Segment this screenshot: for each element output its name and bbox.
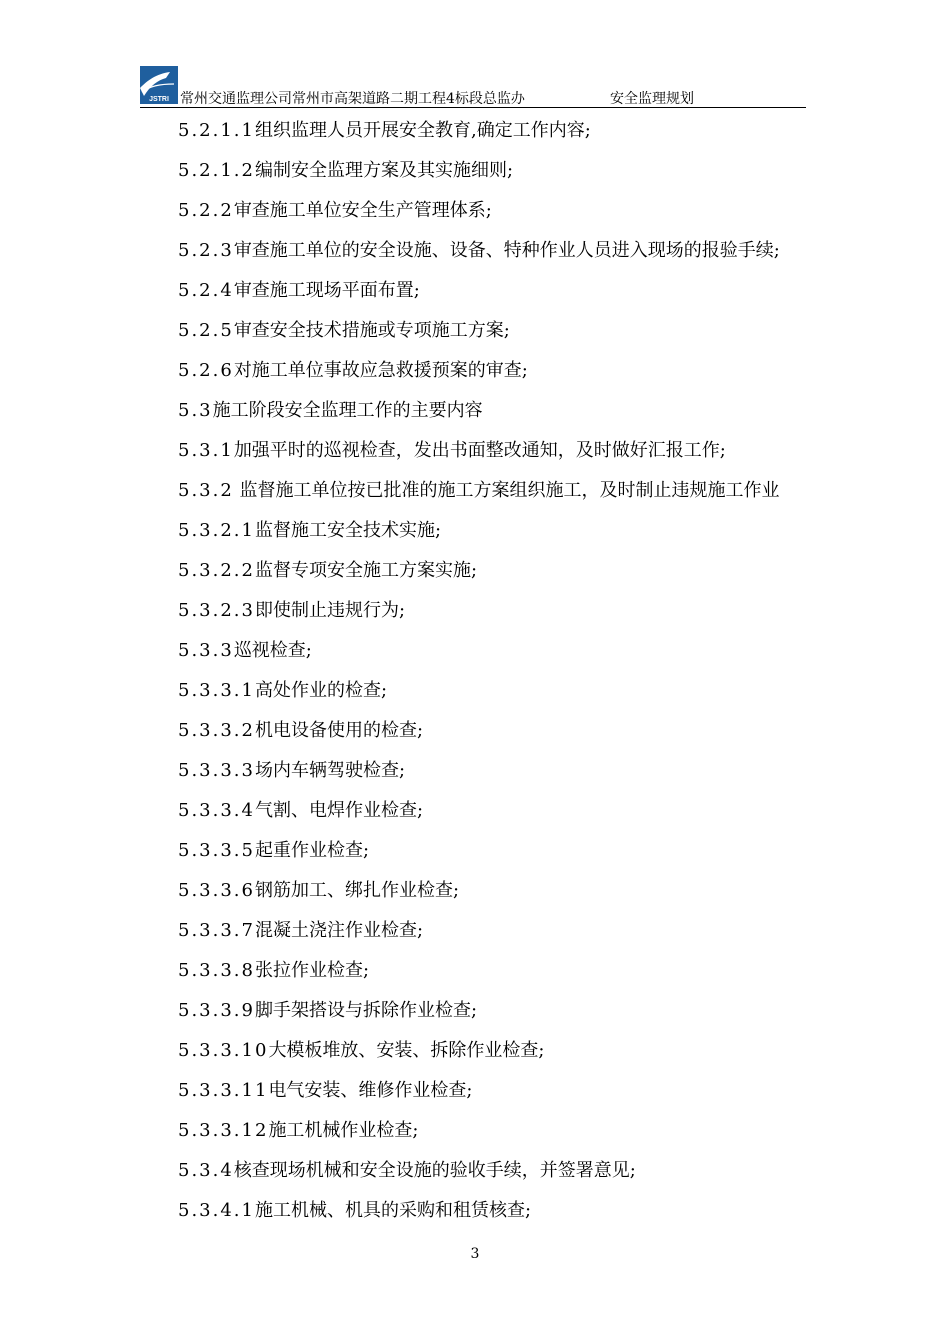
- item-number: 5.3.3.7: [178, 920, 255, 941]
- list-item: [178, 958, 818, 998]
- list-item: [178, 518, 818, 558]
- item-number: 5.3: [178, 400, 213, 421]
- company-logo: [140, 66, 178, 104]
- list-item: [178, 798, 818, 838]
- item-text: 对施工单位事故应急救援预案的审查;: [233, 360, 528, 381]
- list-item: [178, 678, 818, 718]
- document-body: [178, 118, 818, 1238]
- item-text: 审查施工现场平面布置;: [233, 280, 420, 301]
- item-text: 审查安全技术措施或专项施工方案;: [233, 320, 510, 341]
- list-item: [178, 358, 818, 398]
- item-text: 张拉作业检查;: [254, 960, 370, 981]
- item-text: 审查施工单位的安全设施、设备、特种作业人员进入现场的报验手续;: [233, 240, 780, 261]
- item-number: 5.3.2.2: [178, 560, 255, 581]
- page-header: [140, 66, 806, 108]
- item-text: 施工机械作业检查;: [268, 1120, 419, 1141]
- item-number: 5.3.3: [178, 640, 234, 661]
- item-number: 5.3.2.1: [178, 520, 255, 541]
- item-number: 5.3.3.11: [178, 1080, 269, 1101]
- item-number: 5.3.3.3: [178, 760, 255, 781]
- list-item: [178, 598, 818, 638]
- list-item: [178, 158, 818, 198]
- header-organization: 常州交通监理公司常州市高架道路二期工程4标段总监办: [180, 91, 525, 107]
- list-item: [178, 918, 818, 958]
- item-text: 脚手架搭设与拆除作业检查;: [254, 1000, 478, 1021]
- item-text: 电气安装、维修作业检查;: [268, 1080, 473, 1101]
- item-number: 5.3.2.3: [178, 600, 255, 621]
- list-item: [178, 838, 818, 878]
- list-item: [178, 238, 818, 278]
- header-divider: [140, 107, 806, 108]
- item-text: 施工机械、机具的采购和租赁核查;: [254, 1200, 532, 1221]
- list-item: [178, 718, 818, 758]
- item-number: 5.2.5: [178, 320, 234, 341]
- item-number: 5.3.3.2: [178, 720, 255, 741]
- item-number: 5.2.1.1: [178, 120, 255, 141]
- item-text: 审查施工单位安全生产管理体系;: [233, 200, 492, 221]
- item-number: 5.3.3.9: [178, 1000, 255, 1021]
- list-item: [178, 1158, 818, 1198]
- item-text: 组织监理人员开展安全教育,确定工作内容;: [254, 120, 591, 141]
- item-text: 混凝土浇注作业检查;: [254, 920, 424, 941]
- item-number: 5.3.2: [178, 480, 234, 501]
- list-item: [178, 318, 818, 358]
- list-item: [178, 1038, 818, 1078]
- item-number: 5.3.3.1: [178, 680, 255, 701]
- item-text: 巡视检查;: [233, 640, 312, 661]
- list-item: [178, 758, 818, 798]
- list-item: [178, 438, 818, 478]
- list-item: [178, 278, 818, 318]
- item-text: 施工阶段安全监理工作的主要内容: [212, 400, 483, 421]
- list-item: [178, 1078, 818, 1118]
- item-number: 5.2.1.2: [178, 160, 255, 181]
- item-text: 气割、电焊作业检查;: [254, 800, 424, 821]
- item-text: 场内车辆驾驶检查;: [254, 760, 406, 781]
- item-text: 大模板堆放、安装、拆除作业检查;: [268, 1040, 545, 1061]
- item-number: 5.3.4.1: [178, 1200, 255, 1221]
- item-text: 机电设备使用的检查;: [254, 720, 424, 741]
- item-text: 钢筋加工、绑扎作业检查;: [254, 880, 460, 901]
- list-item: [178, 638, 818, 678]
- item-text: 监督专项安全施工方案实施;: [254, 560, 478, 581]
- logo-text: JSTRI: [149, 96, 169, 103]
- item-text: 高处作业的检查;: [254, 680, 388, 701]
- section-heading: [178, 398, 818, 438]
- list-item: [178, 1198, 818, 1238]
- item-number: 5.3.3.10: [178, 1040, 269, 1061]
- page-number: 3: [470, 1246, 480, 1262]
- item-text: 即使制止违规行为;: [254, 600, 406, 621]
- item-number: 5.3.4: [178, 1160, 234, 1181]
- item-number: 5.3.3.6: [178, 880, 255, 901]
- list-item: [178, 998, 818, 1038]
- list-item: [178, 1118, 818, 1158]
- item-text: 加强平时的巡视检查，发出书面整改通知，及时做好汇报工作;: [233, 440, 726, 461]
- item-text: 核查现场机械和安全设施的验收手续，并签署意见;: [233, 1160, 636, 1181]
- list-item: [178, 118, 818, 158]
- item-number: 5.2.3: [178, 240, 234, 261]
- item-number: 5.3.3.4: [178, 800, 255, 821]
- item-number: 5.2.6: [178, 360, 234, 381]
- item-text: 起重作业检查;: [254, 840, 370, 861]
- item-number: 5.2.4: [178, 280, 234, 301]
- item-text: 监督施工安全技术实施;: [254, 520, 442, 541]
- list-item: [178, 478, 818, 518]
- item-text: 监督施工单位按已批准的施工方案组织施工，及时制止违规施工作业: [233, 480, 780, 501]
- item-number: 5.3.1: [178, 440, 234, 461]
- item-number: 5.2.2: [178, 200, 234, 221]
- item-text: 编制安全监理方案及其实施细则;: [254, 160, 514, 181]
- item-number: 5.3.3.12: [178, 1120, 269, 1141]
- header-document-title: 安全监理规划: [610, 91, 694, 107]
- list-item: [178, 558, 818, 598]
- list-item: [178, 198, 818, 238]
- item-number: 5.3.3.5: [178, 840, 255, 861]
- item-number: 5.3.3.8: [178, 960, 255, 981]
- list-item: [178, 878, 818, 918]
